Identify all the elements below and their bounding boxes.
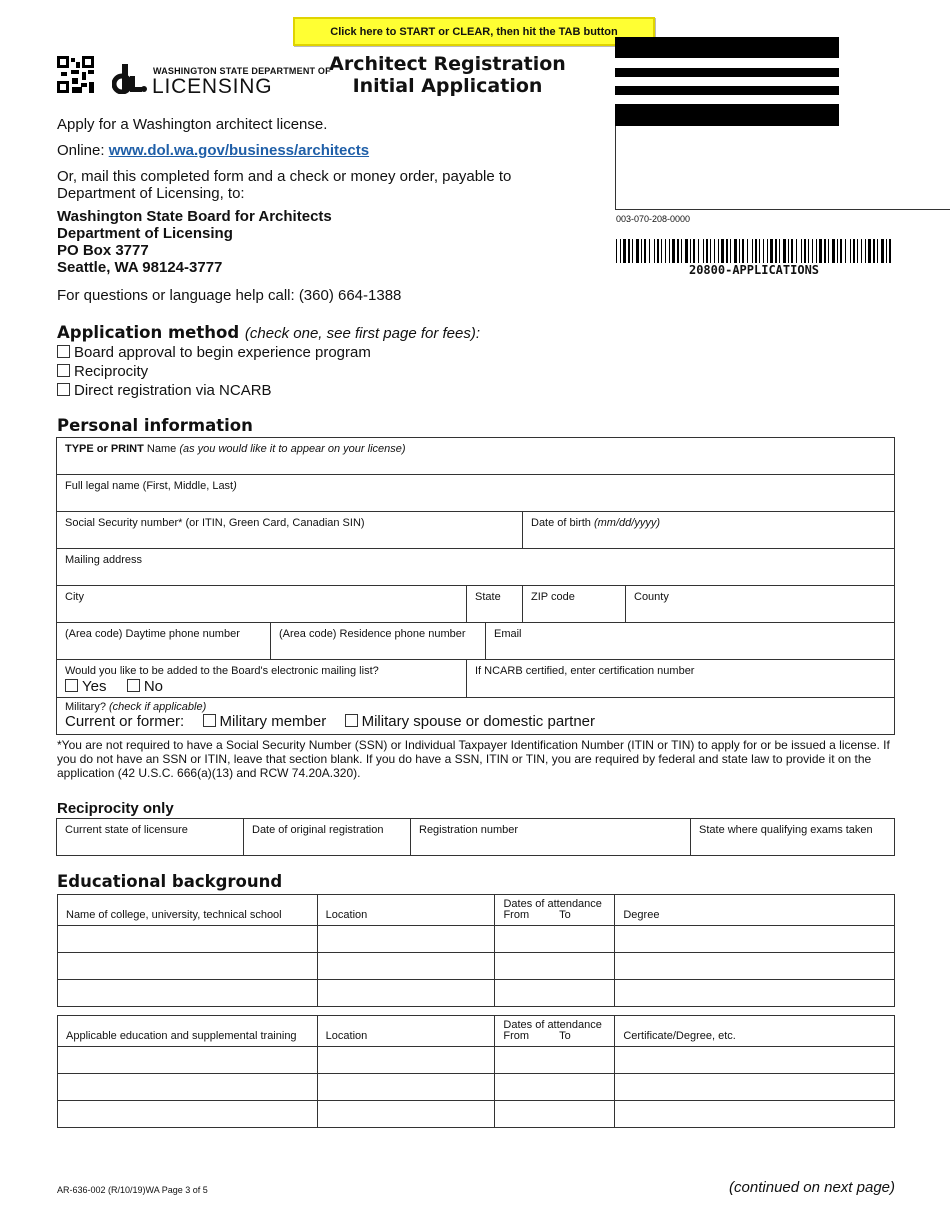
redaction-bar (615, 37, 839, 58)
address-line: Seattle, WA 98124-3777 (57, 259, 223, 276)
display-name-input[interactable] (65, 455, 886, 469)
city-input[interactable] (65, 603, 458, 617)
option-label: Reciprocity (74, 363, 149, 380)
online-link[interactable]: www.dol.wa.gov/business/architects (108, 142, 370, 159)
table-row[interactable] (58, 953, 895, 980)
field-label: State where qualifying exams taken (699, 824, 873, 836)
city-field[interactable] (56, 585, 467, 623)
email-input[interactable] (494, 640, 886, 654)
option-label: Direct registration via NCARB (74, 382, 272, 399)
reciprocity-heading: Reciprocity only (57, 800, 174, 817)
address-line: Washington State Board for Architects (57, 208, 332, 225)
col-dates: Dates of attendance From To (495, 1016, 615, 1047)
ncarb-input[interactable] (475, 677, 886, 691)
legal-name-field[interactable] (56, 474, 895, 512)
redaction-bar (615, 104, 839, 126)
address-line: PO Box 3777 (57, 242, 149, 259)
ssn-input[interactable] (65, 529, 514, 543)
day-phone-field[interactable] (56, 622, 271, 660)
education-heading: Educational background (57, 872, 283, 891)
exam-state-input[interactable] (699, 836, 886, 850)
legal-name-input[interactable] (65, 492, 886, 506)
table-row[interactable] (58, 980, 895, 1007)
zip-input[interactable] (531, 603, 617, 617)
exam-state-field[interactable] (690, 818, 895, 856)
field-label: County (634, 591, 669, 603)
redaction-bar (615, 68, 839, 77)
field-label: (Area code) Residence phone number (279, 628, 466, 640)
application-method-heading (57, 323, 480, 342)
col-school: Name of college, university, technical school (58, 895, 318, 926)
online-line (57, 142, 369, 159)
apply-text: Apply for a Washington architect license. (57, 116, 328, 133)
col-degree: Degree (615, 895, 895, 926)
ssn-field[interactable] (56, 511, 523, 549)
barcode-text: 20800-APPLICATIONS (688, 263, 820, 277)
application-method-hint: (check one, see first page for fees): (244, 325, 481, 342)
yes-label: Yes (82, 678, 107, 695)
col-location: Location (317, 895, 495, 926)
col-certificate: Certificate/Degree, etc. (615, 1016, 895, 1047)
form-footer-code: AR-636-002 (R/10/19)WA Page 3 of 5 (57, 1185, 208, 1195)
display-name-field[interactable] (56, 437, 895, 475)
field-label: Email (494, 628, 522, 640)
ssn-disclaimer: *You are not required to have a Social Security Number (SSN) or Individual Taxpayer Identification Number (ITIN or TIN) to apply for or be issued a license. If you do not have an SSN or ITIN, leave that section blank. If you do have a SSN, ITIN or TIN, you are required by federal and state law to provide it on the application (42 U.S.C. 666(a)(13) and RCW 74.20A.320). (57, 738, 890, 780)
questions-text: For questions or language help call: (360) 664-1388 (57, 287, 402, 304)
current-state-input[interactable] (65, 836, 235, 850)
continued-note: (continued on next page) (729, 1179, 895, 1196)
field-label: Social Security number* (or ITIN, Green Card, Canadian SIN) (65, 517, 365, 529)
dob-input[interactable] (531, 529, 886, 543)
field-label: Date of birth (mm/dd/yyyy) (531, 517, 660, 529)
military-field (56, 697, 895, 735)
option-label: Board approval to begin experience program (74, 344, 371, 361)
field-label: Would you like to be added to the Board's electronic mailing list? (65, 665, 379, 677)
table-row[interactable] (58, 1074, 895, 1101)
address-line: Department of Licensing (57, 225, 233, 242)
county-field[interactable] (625, 585, 895, 623)
checkbox[interactable] (57, 383, 70, 396)
military-options (65, 713, 886, 730)
reg-number-field[interactable] (410, 818, 691, 856)
field-label: Full legal name (First, Middle, Last) (65, 480, 237, 492)
start-clear-button[interactable]: Click here to START or CLEAR, then hit the TAB button (293, 17, 655, 46)
mailing-list-field (56, 659, 467, 698)
application-method-title: Application method (57, 323, 240, 342)
field-label: If NCARB certified, enter certification number (475, 665, 695, 677)
field-label: Military? (check if applicable) (65, 701, 207, 713)
option-board-approval[interactable] (57, 344, 371, 361)
county-input[interactable] (634, 603, 886, 617)
military-member-checkbox[interactable] (203, 714, 216, 727)
field-label: Registration number (419, 824, 519, 836)
no-label: No (143, 678, 164, 695)
military-member-label: Military member (219, 713, 327, 730)
reg-number-input[interactable] (419, 836, 682, 850)
form-code: 003-070-208-0000 (616, 214, 691, 224)
res-phone-field[interactable] (270, 622, 486, 660)
barcode-icon (616, 239, 892, 263)
field-label: TYPE or PRINT Name (as you would like it to appear on your license) (65, 443, 406, 455)
education-table (57, 894, 895, 1007)
agency-name-top: WASHINGTON STATE DEPARTMENT OF (153, 66, 331, 76)
mail-instructions: Or, mail this completed form and a check or money order, payable to Department of Licensing, to: (57, 168, 512, 202)
day-phone-input[interactable] (65, 640, 262, 654)
redaction-bar (615, 86, 839, 95)
checkbox[interactable] (57, 364, 70, 377)
military-spouse-label: Military spouse or domestic partner (361, 713, 596, 730)
yes-checkbox[interactable] (65, 679, 78, 692)
no-checkbox[interactable] (127, 679, 140, 692)
mailing-address-input[interactable] (65, 566, 886, 580)
ncarb-field[interactable] (466, 659, 895, 698)
field-label: (Area code) Daytime phone number (65, 628, 240, 640)
field-label: Date of original registration (252, 824, 384, 836)
field-label: ZIP code (531, 591, 575, 603)
option-ncarb[interactable] (57, 382, 272, 399)
dol-logo-icon (112, 62, 152, 94)
field-label: Current state of licensure (65, 824, 188, 836)
field-label: City (65, 591, 84, 603)
table-header-row (58, 895, 895, 926)
table-row[interactable] (58, 1101, 895, 1128)
mailing-address-field[interactable] (56, 548, 895, 586)
personal-info-heading: Personal information (57, 416, 253, 435)
field-label: Mailing address (65, 554, 143, 566)
online-label: Online: (57, 142, 109, 159)
training-table (57, 1015, 895, 1128)
res-phone-input[interactable] (279, 640, 477, 654)
original-date-input[interactable] (252, 836, 402, 850)
email-field[interactable] (485, 622, 895, 660)
current-former-label: Current or former: (65, 713, 185, 730)
checkbox[interactable] (57, 345, 70, 358)
military-spouse-checkbox[interactable] (345, 714, 358, 727)
col-dates: Dates of attendance From To (495, 895, 615, 926)
table-row[interactable] (58, 926, 895, 953)
original-date-field[interactable] (243, 818, 411, 856)
qr-code-icon (57, 56, 94, 93)
field-label: State (475, 591, 501, 603)
mailing-list-options (65, 678, 458, 695)
page-title (300, 53, 595, 97)
table-row[interactable] (58, 1047, 895, 1074)
title-line-1: Architect Registration (329, 53, 566, 75)
state-field[interactable] (466, 585, 523, 623)
option-reciprocity[interactable] (57, 363, 148, 380)
col-training: Applicable education and supplemental training (58, 1016, 318, 1047)
col-location: Location (317, 1016, 495, 1047)
office-use-box (615, 126, 950, 210)
table-header-row (58, 1016, 895, 1047)
current-state-field[interactable] (56, 818, 244, 856)
title-line-2: Initial Application (352, 75, 543, 97)
agency-name-main: LICENSING (152, 75, 273, 98)
zip-field[interactable] (522, 585, 626, 623)
dob-field[interactable] (522, 511, 895, 549)
state-input[interactable] (475, 603, 514, 617)
